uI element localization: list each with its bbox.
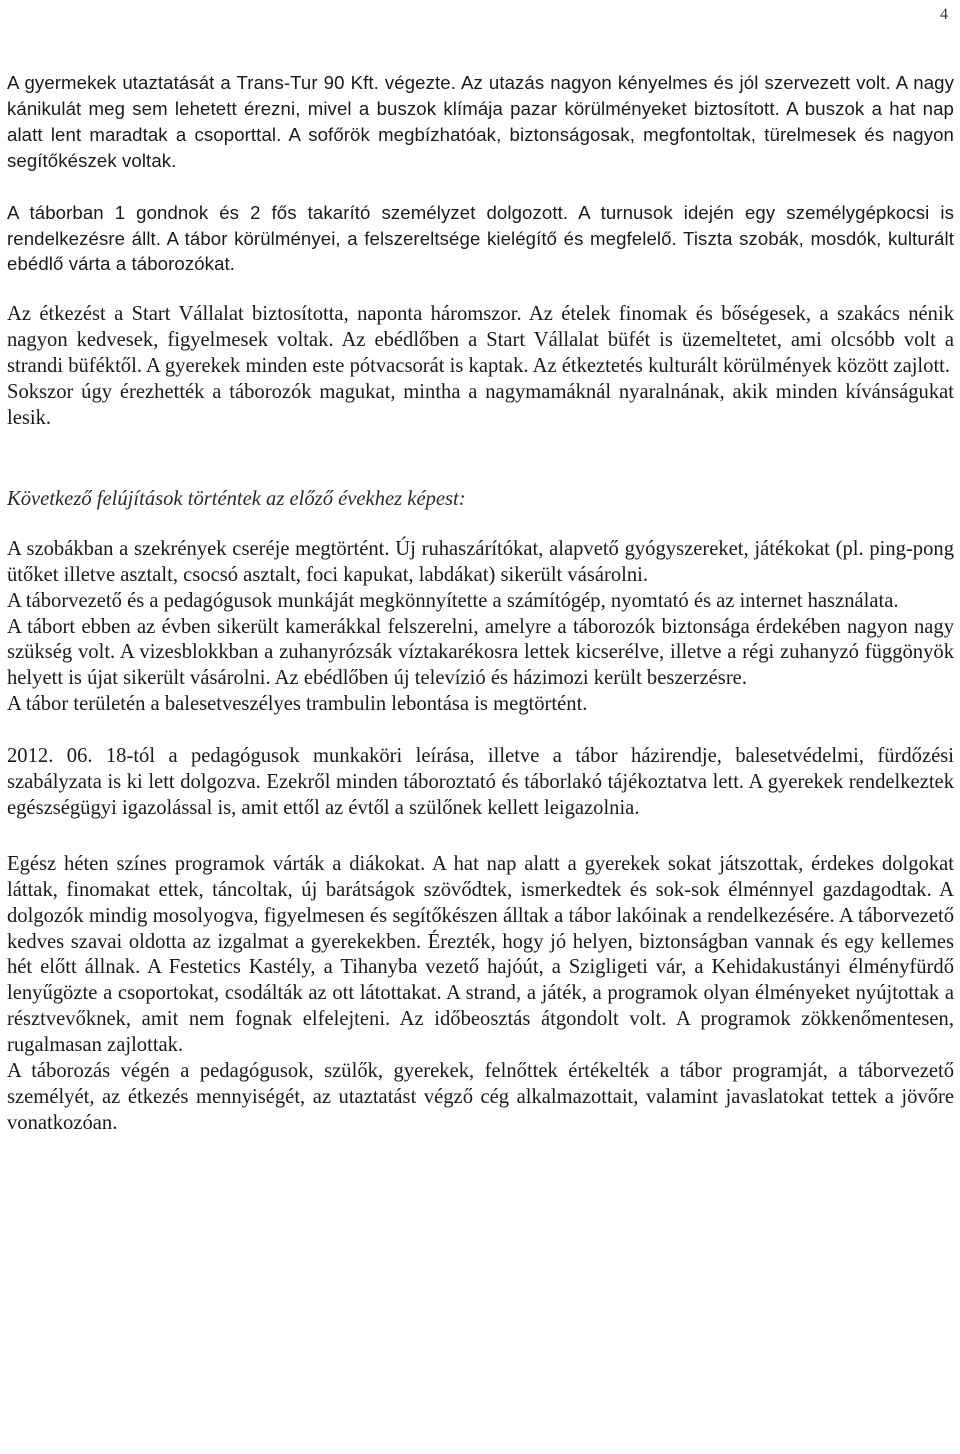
paragraph-renovation-4: A tábor területén a balesetveszélyes trambulin lebontása is megtörtént.: [7, 693, 588, 716]
paragraph-grandma: Sokszor úgy érezhették a táborozók magukat, mintha a nagymamáknál nyaralnának, akik minden kívánságukat lesik.: [7, 381, 954, 429]
paragraph-programs: Egész héten színes programok várták a diákokat. A hat nap alatt a gyerekek sokat játszottak, érdekes dolgokat láttak, finomakat ettek, táncoltak, új barátságok szövődtek, ismerkedtek és sok-sok élménnyel gazdagodtak. A dolgozók mindig mosolyogva, figyelmesen és segítőkészen álltak a tábor lakóinak a rendelkezésére. A táborvezető kedves szavai oldotta az izgalmat a gyerekekben. Érezték, hogy jó helyen, biztonságban vannak és egy kellemes hét előtt állnak. A Festetics Kastély, a Tihanyba vezető hajóút, a Szigligeti vár, a Kehidakustányi élményfürdő lenyűgözte a csoportokat, csodálták az ott látottakat. A strand, a játék, a programok olyan élményeket nyújtottak a résztvevőknek, amit nem fognak elfelejteni. Az időbeosztás átgondolt volt. A programok zökkenőmentesen, rugalmasan zajlottak.: [7, 852, 954, 1057]
paragraph-staff: A táborban 1 gondnok és 2 fős takarító személyzet dolgozott. A turnusok idején egy személygépkocsi is rendelkezésre állt. A tábor körülményei, a felszereltsége kielégítő és megfelelő. Tiszta szobák, mosdók, kulturált ebédlő várta a táborozókat.: [7, 201, 954, 275]
paragraph-renovation-3: A tábort ebben az évben sikerült kamerákkal felszerelni, amelyre a táborozók biztonsága érdekében nagyon nagy szükség volt. A vizesblokkban a zuhanyrózsák víztakarékosra lettek kicserélve, illetve a régi zuhanyzó függönyök helyett is újat sikerült vásárolni. Az ebédlőben új televízió és házimozi került beszerzésre.: [7, 615, 954, 690]
paragraph-renovation-1: A szobákban a szekrények cseréje megtörtént. Új ruhaszárítókat, alapvető gyógyszereket, játékokat (pl. ping-pong ütőket illetve asztalt, csocsó asztalt, foci kapukat, labdákat) sikerült vásárolni.: [7, 537, 954, 586]
paragraph-renovation-2: A táborvezető és a pedagógusok munkáját megkönnyítette a számítógép, nyomtató és az internet használata.: [7, 589, 899, 612]
paragraph-catering: Az étkezést a Start Vállalat biztosította, naponta háromszor. Az ételek finomak és bőségesek, a szakács nénik nagyon kedvesek, figyelmesek voltak. Az ebédlőben a Start Vállalat büfét is üzemeltetet, ami olcsóbb volt a strandi büféktől. A gyerekek minden este pótvacsorát is kaptak. Az étkeztetés kulturált körülmények között zajlott.: [7, 303, 954, 378]
page-number: 4: [940, 6, 948, 23]
paragraph-rules: 2012. 06. 18-tól a pedagógusok munkaköri leírása, illetve a tábor házirendje, balesetvédelmi, fürdőzési szabályzata is ki lett dolgozva. Ezekről minden táboroztató és táborlakó tájékoztatva lett. A gyerekek rendelkeztek egészségügyi igazolással is, amit ettől az évtől a szülőnek kellett leigazolnia.: [7, 745, 954, 819]
renovation-heading: Következő felújítások történtek az előző évekhez képest:: [7, 487, 466, 510]
document-body: [7, 70, 954, 1137]
paragraph-transport: A gyermekek utaztatását a Trans-Tur 90 Kft. végezte. Az utazás nagyon kényelmes és jól szervezett volt. A nagy kánikulát meg sem lehetett érezni, mivel a buszok klímája pazar körülményeket biztosított. A buszok a hat nap alatt lent maradtak a csoporttal. A sofőrök megbízhatóak, biztonságosak, megfontoltak, türelmesek és nagyon segítőkészek voltak.: [7, 72, 954, 171]
paragraph-evaluation: A táborozás végén a pedagógusok, szülők, gyerekek, felnőttek értékelték a tábor programját, a táborvezető személyét, az étkezés mennyiségét, az utaztatást végző cég alkalmazottait, valamint javaslatokat tettek a jövőre vonatkozóan.: [7, 1060, 954, 1134]
